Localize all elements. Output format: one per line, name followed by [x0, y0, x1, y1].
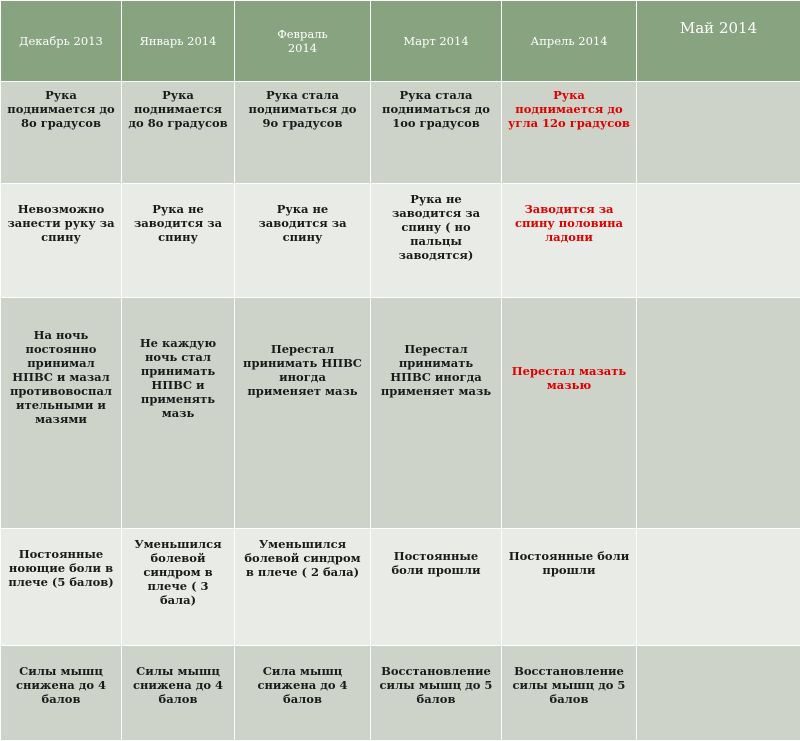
table-row-pain [1, 529, 800, 646]
table-cell: Рука поднимается до угла 12о градусов [502, 82, 637, 184]
header-december-2013: Декабрь 2013 [1, 1, 122, 82]
table-cell: Сила мышц снижена до 4 балов [235, 646, 371, 741]
table-cell: Восстановление силы мышц до 5 балов [502, 646, 637, 741]
table-row-muscle-strength [1, 646, 800, 741]
header-january-2014: Январь 2014 [122, 1, 235, 82]
table-cell: Перестал принимать НПВС иногда применяет мазь [235, 298, 371, 529]
table-cell [637, 184, 800, 298]
table-cell: Восстановление силы мышц до 5 балов [371, 646, 502, 741]
table-cell: Уменьшился болевой синдром в плече ( 2 бала) [235, 529, 371, 646]
table-cell: Рука не заводится за спину [122, 184, 235, 298]
header-may-2014: Май 2014 [637, 1, 800, 82]
table-cell [637, 646, 800, 741]
table-cell: Рука не заводится за спину ( но пальцы заводятся) [371, 184, 502, 298]
table-row-behind-back [1, 184, 800, 298]
table-cell: Невозможно занести руку за спину [1, 184, 122, 298]
table-cell: Постоянные боли прошли [502, 529, 637, 646]
table-cell [637, 529, 800, 646]
table-cell: Рука стала подниматься до 1оо градусов [371, 82, 502, 184]
table-cell: Рука поднимается до 8о градусов [1, 82, 122, 184]
header-row [1, 1, 800, 82]
table-row-arm-raise [1, 82, 800, 184]
header-april-2014: Апрель 2014 [502, 1, 637, 82]
table-cell: Заводится за спину половина ладони [502, 184, 637, 298]
table-cell: Рука не заводится за спину [235, 184, 371, 298]
table-cell: Рука стала подниматься до 9о градусов [235, 82, 371, 184]
table-cell: Не каждую ночь стал принимать НПВС и применять мазь [122, 298, 235, 529]
table-cell: Перестал мазать мазью [502, 298, 637, 529]
table-cell: Силы мышц снижена до 4 балов [1, 646, 122, 741]
table-cell: Постоянные ноющие боли в плече (5 балов) [1, 529, 122, 646]
table-cell: Уменьшился болевой синдром в плече ( 3 бала) [122, 529, 235, 646]
table-cell: На ночь постоянно принимал НПВС и мазал противовоспалительными и мазями [1, 298, 122, 529]
table-cell [637, 298, 800, 529]
header-march-2014: Март 2014 [371, 1, 502, 82]
table-cell: Перестал принимать НПВС иногда применяет мазь [371, 298, 502, 529]
table-cell: Постоянные боли прошли [371, 529, 502, 646]
table-cell [637, 82, 800, 184]
header-february-2014: Февраль 2014 [235, 1, 371, 82]
table-cell: Рука поднимается до 8о градусов [122, 82, 235, 184]
table-cell: Силы мышц снижена до 4 балов [122, 646, 235, 741]
table-row-medication [1, 298, 800, 529]
